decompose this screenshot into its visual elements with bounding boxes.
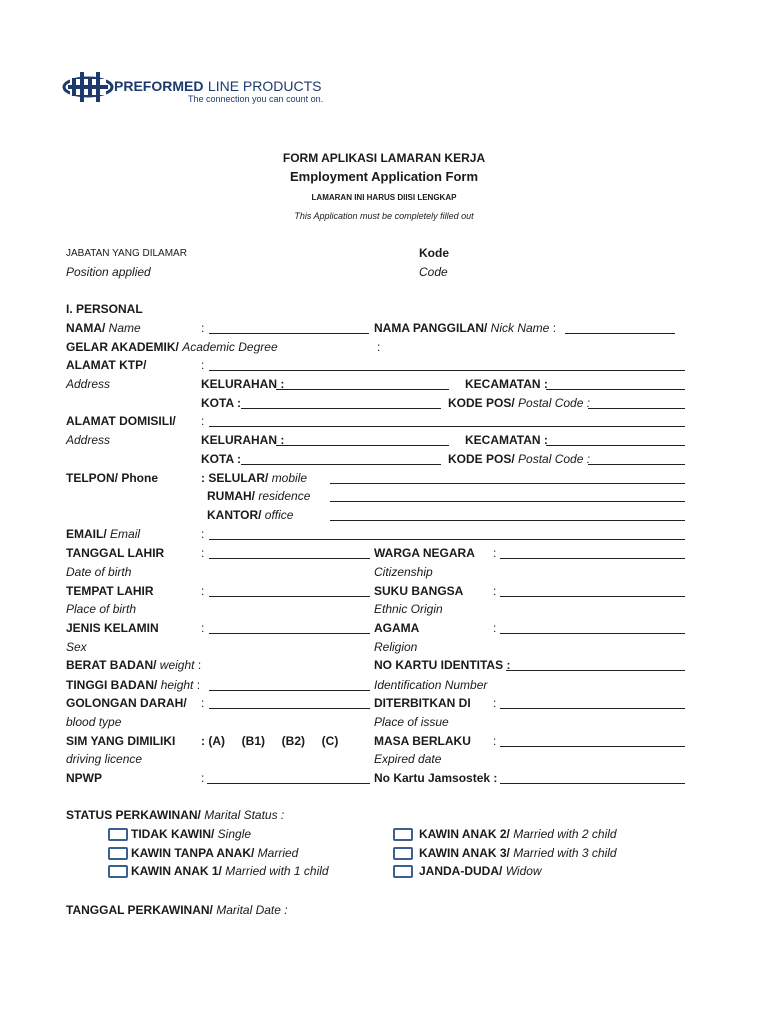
diterbitkan-field[interactable] (500, 708, 685, 709)
agama-field[interactable] (500, 633, 685, 634)
email-field[interactable] (209, 539, 685, 540)
form-note-en: This Application must be completely filled out (294, 211, 474, 221)
marital-date-label: TANGGAL PERKAWINAN/ (66, 903, 213, 917)
domisili-address-field[interactable] (209, 426, 685, 427)
rumah-label: RUMAH/ (207, 489, 255, 503)
kodepos-field-2[interactable] (588, 464, 685, 465)
kelurahan-field[interactable] (276, 389, 449, 390)
form-note-id: LAMARAN INI HARUS DIISI LENGKAP (311, 193, 457, 202)
masa-label: MASA BERLAKU (374, 734, 471, 748)
rumah-field[interactable] (330, 501, 685, 502)
diterbitkan-label: DITERBITKAN DI (374, 696, 471, 710)
logo-tagline: The connection you can count on. (188, 94, 324, 104)
npwp-label: NPWP (66, 771, 102, 785)
nick-field[interactable] (565, 333, 675, 334)
position-label: JABATAN YANG DILAMAR (66, 248, 187, 259)
berat-label: BERAT BADAN/ (66, 658, 157, 672)
kelamin-field[interactable] (209, 633, 370, 634)
selular-label: : SELULAR/ (201, 471, 269, 485)
kelamin-label: JENIS KELAMIN (66, 621, 159, 635)
sim-options[interactable]: : (A) (B1) (B2) (C) (201, 734, 339, 748)
selular-field[interactable] (330, 483, 685, 484)
section-personal: I. PERSONAL (66, 302, 143, 316)
tempat-label: TEMPAT LAHIR (66, 584, 154, 598)
kantor-field[interactable] (330, 520, 685, 521)
kodepos-label-2: KODE POS/ (448, 452, 515, 466)
marital-2child-checkbox[interactable] (393, 828, 413, 841)
agama-label: AGAMA (374, 621, 420, 635)
kartu-field[interactable] (506, 670, 685, 671)
marital-label: STATUS PERKAWINAN/ (66, 808, 201, 822)
kecamatan-field-2[interactable] (546, 445, 685, 446)
kelurahan-field-2[interactable] (276, 445, 449, 446)
kota-field[interactable] (241, 408, 441, 409)
masa-field[interactable] (500, 746, 685, 747)
nama-label: NAMA/ (66, 321, 106, 335)
tinggi-label: TINGGI BADAN/ (66, 678, 158, 692)
ktp-label-en: Address (66, 377, 111, 391)
kodepos-field[interactable] (588, 408, 685, 409)
ktp-address-field[interactable] (209, 370, 685, 371)
kecamatan-field[interactable] (546, 389, 685, 390)
form-title-id: FORM APLIKASI LAMARAN KERJA (282, 151, 486, 165)
kecamatan-label: KECAMATAN : (465, 377, 548, 391)
company-logo (62, 70, 324, 106)
telpon-label: TELPON/ Phone (66, 471, 159, 485)
domisili-label: ALAMAT DOMISILI/ (66, 414, 176, 428)
plp-emblem-icon (62, 70, 114, 104)
marital-1child-checkbox[interactable] (108, 865, 128, 878)
logo-brand-rest: LINE PRODUCTS (207, 78, 322, 94)
tempat-field[interactable] (209, 596, 370, 597)
domisili-label-en: Address (66, 433, 111, 447)
suku-field[interactable] (500, 596, 685, 597)
kelurahan-label: KELURAHAN : (201, 377, 285, 391)
marital-3child-checkbox[interactable] (393, 847, 413, 860)
kecamatan-label-2: KECAMATAN : (465, 433, 548, 447)
sim-label: SIM YANG DIMILIKI (66, 734, 176, 748)
kota-label-2: KOTA : (201, 452, 241, 466)
marital-single-checkbox[interactable] (108, 828, 128, 841)
warga-label: WARGA NEGARA (374, 546, 475, 560)
kodepos-label: KODE POS/ (448, 396, 515, 410)
kota-label: KOTA : (201, 396, 241, 410)
kantor-label: KANTOR/ (207, 508, 262, 522)
tgl-lahir-label: TANGGAL LAHIR (66, 546, 165, 560)
suku-label: SUKU BANGSA (374, 584, 464, 598)
nick-label: NAMA PANGGILAN/ (374, 321, 488, 335)
kota-field-2[interactable] (241, 464, 441, 465)
npwp-field[interactable] (207, 783, 370, 784)
nama-field[interactable] (209, 333, 369, 334)
kartu-label-en: Identification Number (374, 678, 488, 692)
gelar-label: GELAR AKADEMIK/ (66, 340, 179, 354)
jamsostek-field[interactable] (500, 783, 685, 784)
logo-brand: PREFORMED (114, 78, 204, 94)
kelurahan-label-2: KELURAHAN : (201, 433, 285, 447)
jamsostek-label: No Kartu Jamsostek : (374, 771, 498, 785)
golongan-label: GOLONGAN DARAH/ (66, 696, 187, 710)
tgl-lahir-field[interactable] (209, 558, 370, 559)
kartu-label: NO KARTU IDENTITAS : (374, 658, 511, 672)
ktp-label: ALAMAT KTP/ (66, 358, 147, 372)
form-title-en: Employment Application Form (289, 169, 479, 184)
code-label: Kode (419, 246, 449, 260)
tinggi-field[interactable] (209, 690, 370, 691)
position-label-en: Position applied (66, 265, 151, 279)
email-label: EMAIL/ (66, 527, 107, 541)
golongan-field[interactable] (209, 708, 370, 709)
warga-field[interactable] (500, 558, 685, 559)
marital-married-checkbox[interactable] (108, 847, 128, 860)
marital-widow-checkbox[interactable] (393, 865, 413, 878)
code-label-en: Code (419, 265, 448, 279)
